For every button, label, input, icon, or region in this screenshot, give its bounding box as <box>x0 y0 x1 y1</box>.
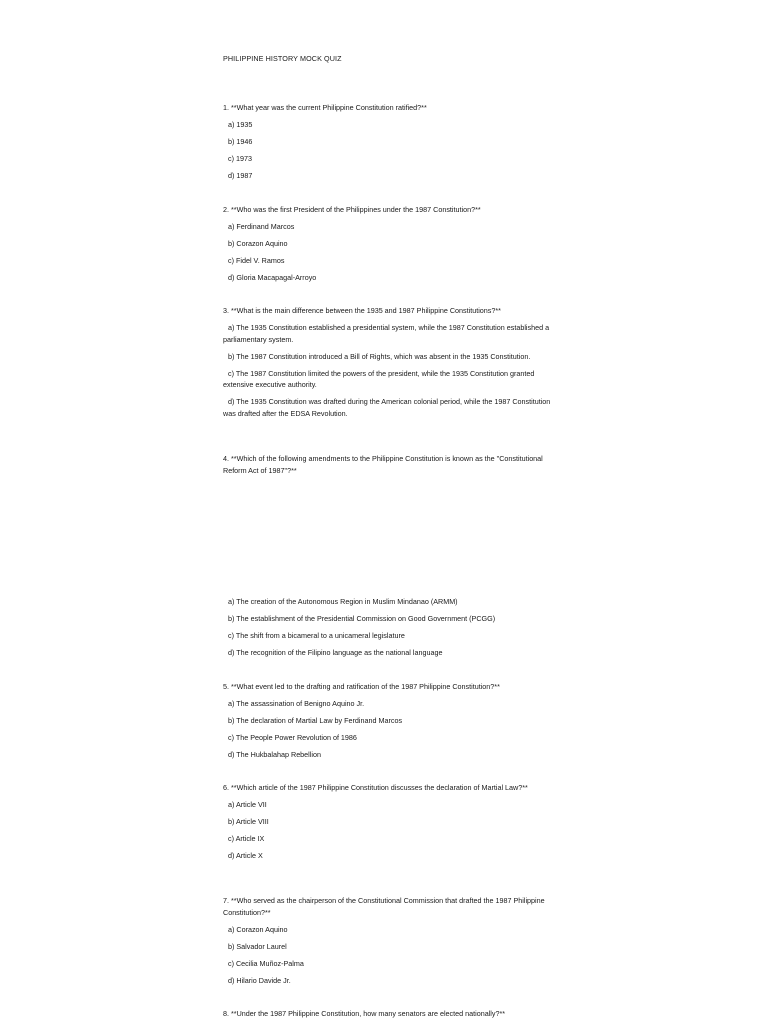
question-6 <box>223 782 553 862</box>
question-2 <box>223 204 553 284</box>
answer-option: a) Ferdinand Marcos <box>228 221 295 231</box>
answer-option: c) 1973 <box>228 153 252 163</box>
question-4-options <box>223 596 553 659</box>
answer-option: c) The 1987 Constitution limited the powers of the president, while the 1935 Constitution granted extensive executive authority. <box>223 368 535 390</box>
answer-option: a) 1935 <box>228 119 253 129</box>
answer-option: b) Corazon Aquino <box>228 238 288 248</box>
question-4 <box>223 453 553 476</box>
question-text: 3. **What is the main difference between the 1935 and 1987 Philippine Constitutions?** <box>223 306 501 315</box>
answer-option: c) Cecilia Muñoz-Palma <box>228 958 304 968</box>
answer-option: a) The creation of the Autonomous Region in Muslim Mindanao (ARMM) <box>228 597 458 606</box>
question-1 <box>223 102 553 182</box>
answer-option: c) Article IX <box>228 833 265 843</box>
question-text: 2. **Who was the first President of the Philippines under the 1987 Constitution?** <box>223 205 481 214</box>
answer-option: d) Hilario Davide Jr. <box>228 975 291 985</box>
answer-option: b) The declaration of Martial Law by Ferdinand Marcos <box>228 715 403 725</box>
answer-option: d) The recognition of the Filipino language as the national language <box>228 647 443 657</box>
question-text: 4. **Which of the following amendments to the Philippine Constitution is known as the "Constitutional Reform Act of 1987"?** <box>223 454 543 475</box>
answer-option: d) Gloria Macapagal-Arroyo <box>228 272 317 282</box>
answer-option: d) The 1935 Constitution was drafted during the American colonial period, while the 1987 Constitution was drafted after the EDSA Revolution. <box>223 397 551 418</box>
question-5 <box>223 681 553 761</box>
question-7 <box>223 895 553 986</box>
answer-option: d) 1987 <box>228 170 253 180</box>
answer-option: d) The Hukbalahap Rebellion <box>228 749 321 759</box>
question-8 <box>223 1008 563 1020</box>
answer-option: c) The People Power Revolution of 1986 <box>228 732 357 742</box>
document-title: PHILIPPINE HISTORY MOCK QUIZ <box>223 54 342 63</box>
question-text: 7. **Who served as the chairperson of the Constitutional Commission that drafted the 1987 Philippine Constitution?** <box>223 896 545 917</box>
answer-option: a) Corazon Aquino <box>228 924 288 934</box>
answer-option: b) The establishment of the Presidential Commission on Good Government (PCGG) <box>228 613 496 623</box>
answer-option: b) 1946 <box>228 136 253 146</box>
question-text: 6. **Which article of the 1987 Philippine Constitution discusses the declaration of Martial Law?** <box>223 783 528 792</box>
question-text: 1. **What year was the current Philippine Constitution ratified?** <box>223 103 427 112</box>
answer-option: a) Article VII <box>228 799 267 809</box>
answer-option: b) Article VIII <box>228 816 269 826</box>
answer-option: c) Fidel V. Ramos <box>228 255 285 265</box>
question-text: 5. **What event led to the drafting and ratification of the 1987 Philippine Constitution?** <box>223 682 500 691</box>
answer-option: b) Salvador Laurel <box>228 941 287 951</box>
question-text: 8. **Under the 1987 Philippine Constitution, how many senators are elected nationally?** <box>223 1009 506 1018</box>
answer-option: a) The 1935 Constitution established a presidential system, while the 1987 Constitution established a parliamentary system. <box>223 322 550 344</box>
answer-option: a) The assassination of Benigno Aquino Jr. <box>228 698 365 708</box>
answer-option: d) Article X <box>228 850 263 860</box>
answer-option: b) The 1987 Constitution introduced a Bill of Rights, which was absent in the 1935 Constitution. <box>228 351 531 361</box>
question-3 <box>223 305 553 419</box>
answer-option: c) The shift from a bicameral to a unicameral legislature <box>228 630 405 640</box>
